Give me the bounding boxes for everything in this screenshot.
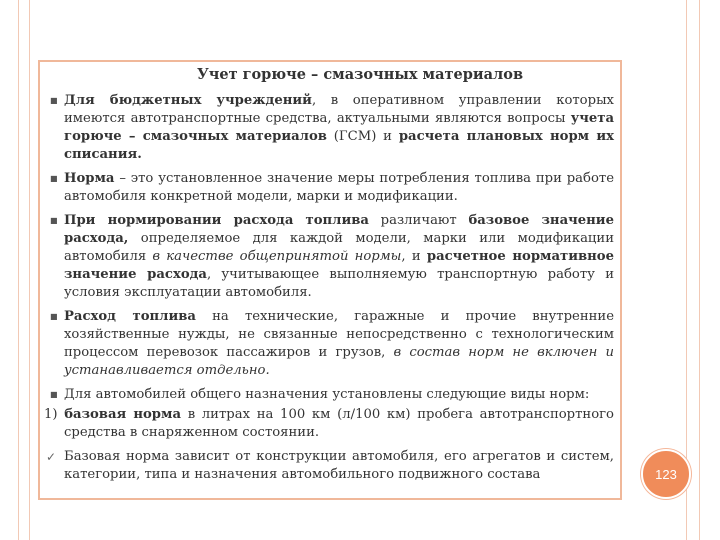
- text-bold: Норма: [64, 171, 115, 186]
- page-number-badge: 123: [641, 449, 691, 499]
- text: в литрах на 100 км (л/100 км) пробега автотранспортного средства в снаряженном состоянии.: [64, 407, 614, 440]
- text-bold: Для бюджетных учреждений: [64, 93, 312, 108]
- text-bold: При нормировании расхода топлива: [64, 213, 369, 228]
- text: , в оперативном управлении которых имеются автотранспортные средства, актуальными являются вопросы: [64, 93, 614, 126]
- paragraph-base-norm-dependency: [44, 448, 614, 484]
- paragraph-norm-types: [44, 212, 614, 302]
- text: (ГСМ) и: [326, 129, 399, 144]
- paragraph-fuel-consumption: [44, 308, 614, 380]
- text: на технические, гаражные и прочие внутренние хозяйственные нужды, не связанные непосредственно с технологическим процессом перевозок пассажиров и грузов,: [64, 309, 614, 360]
- paragraph-base-norm: [44, 406, 614, 442]
- checkmark-icon: ✓: [46, 450, 57, 464]
- bullet-icon: ■: [50, 312, 58, 321]
- text: различают: [368, 213, 469, 228]
- text: определяемое для каждой модели, марки или модификации автомобиля: [64, 231, 614, 264]
- text: Для автомобилей общего назначения установлены следующие виды норм:: [64, 387, 590, 402]
- text: – это установленное значение меры потребления топлива при работе автомобиля конкретной модели, марки и модификации.: [64, 171, 614, 204]
- text: , учитывающее выполняемую транспортную работу и условия эксплуатации автомобиля.: [64, 267, 614, 300]
- text-bold: расчета плановых норм их списания.: [64, 129, 614, 162]
- text-italic: в состав норм не включен и устанавливается отдельно.: [64, 345, 614, 378]
- text-bold: учета горюче – смазочных материалов: [64, 111, 614, 144]
- slide-title: Учет горюче – смазочных материалов: [196, 66, 524, 83]
- paragraph-budget-institutions: [44, 92, 614, 164]
- text-bold: расчетное нормативное значение расхода: [64, 249, 614, 282]
- slide-content: [44, 92, 614, 490]
- list-number: 1): [44, 407, 65, 422]
- bullet-icon: ■: [50, 216, 58, 225]
- bullet-icon: ■: [50, 96, 58, 105]
- bullet-icon: ■: [50, 174, 58, 183]
- bullet-icon: ■: [50, 390, 58, 399]
- paragraph-norm-definition: [44, 170, 614, 206]
- text-bold: базовая норма: [64, 407, 181, 422]
- text-bold: базовое значение расхода,: [64, 213, 614, 246]
- text: , и: [401, 249, 427, 264]
- paragraph-norm-kinds: [44, 386, 614, 404]
- text-italic: в качестве общепринятой нормы: [152, 249, 402, 264]
- text: Базовая норма зависит от конструкции автомобиля, его агрегатов и систем, категории, типа и назначения автомобильного подвижного состава: [64, 449, 614, 482]
- text-bold: Расход топлива: [64, 309, 196, 324]
